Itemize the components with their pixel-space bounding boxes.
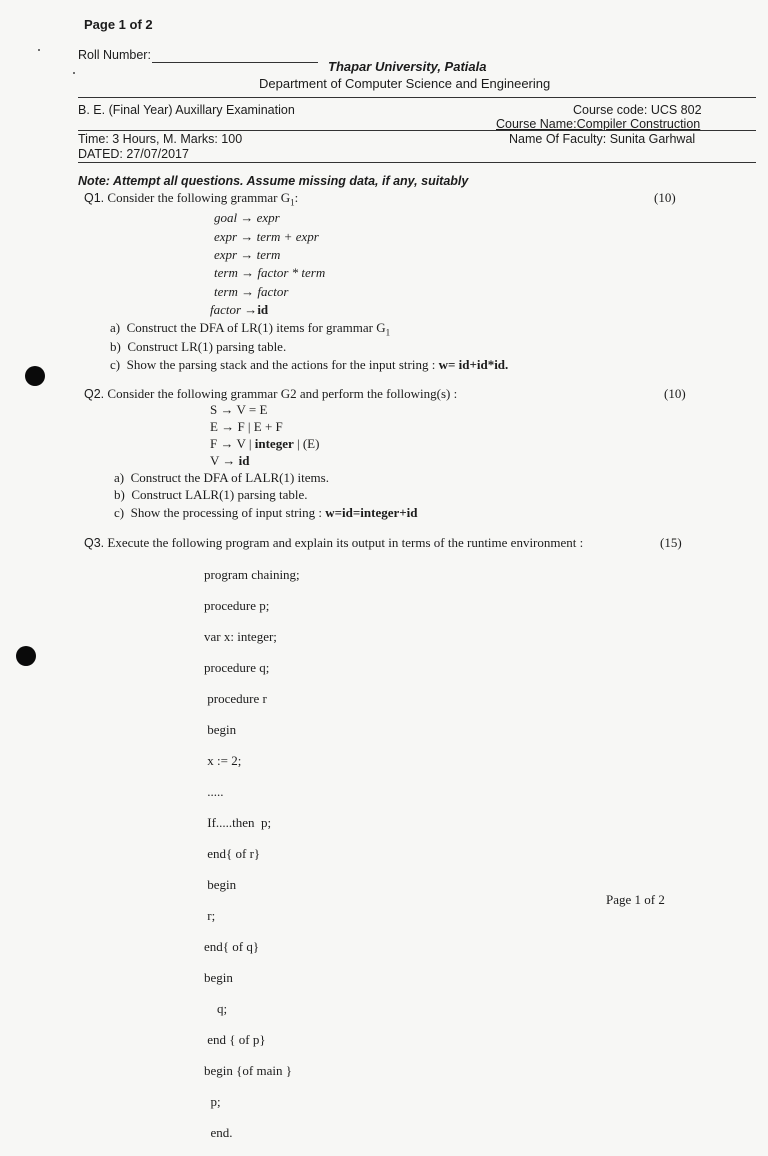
punch-hole-bottom bbox=[16, 646, 36, 666]
q1-subscript: 1 bbox=[290, 197, 295, 208]
q1-rule-6 bbox=[210, 302, 268, 318]
header-rule-1 bbox=[78, 97, 756, 98]
q1-part-a bbox=[110, 320, 390, 338]
department-name: Department of Computer Science and Engineering bbox=[259, 76, 551, 91]
q1-part-b-text: Construct LR(1) parsing table. bbox=[127, 339, 287, 354]
q1-part-c bbox=[110, 357, 508, 373]
q2-rule-4 bbox=[210, 453, 250, 469]
code-line: begin bbox=[204, 969, 233, 985]
code-line: r; bbox=[204, 907, 216, 923]
q1-rule-6-rhs: id bbox=[257, 302, 269, 317]
q1-number: Q1. bbox=[84, 191, 105, 205]
q1-part-a-text: Construct the DFA of LR(1) items for grammar G bbox=[126, 320, 386, 335]
code-line: q; bbox=[204, 1000, 228, 1016]
code-line: x := 2; bbox=[204, 752, 242, 768]
q2-marks: (10) bbox=[664, 386, 686, 401]
q2-rule-3-pre: F → V | bbox=[210, 436, 252, 451]
exam-title: B. E. (Final Year) Auxillary Examination bbox=[78, 103, 295, 117]
q2-part-b-text: Construct LALR(1) parsing table. bbox=[131, 487, 308, 502]
q1-rule-2: expr → term + expr bbox=[214, 229, 319, 244]
code-line: If.....then p; bbox=[204, 814, 272, 830]
q1-part-a-sub: 1 bbox=[385, 327, 391, 338]
q2-number: Q2. bbox=[84, 387, 105, 401]
punch-hole-top bbox=[25, 366, 45, 386]
course-code: Course code: UCS 802 bbox=[573, 103, 702, 117]
q2-part-c bbox=[114, 505, 418, 521]
code-line: program chaining; bbox=[204, 566, 300, 582]
code-line: end { of p} bbox=[204, 1031, 266, 1047]
code-line: begin {of main } bbox=[204, 1062, 292, 1078]
faculty-name: Name Of Faculty: Sunita Garhwal bbox=[509, 132, 696, 146]
page-number-top: Page 1 of 2 bbox=[84, 17, 153, 32]
header-rule-3 bbox=[78, 162, 756, 163]
q3-number: Q3. bbox=[84, 536, 105, 550]
code-line: procedure q; bbox=[204, 659, 270, 675]
q1-part-b-label: b) bbox=[110, 339, 121, 354]
note: Note: Attempt all questions. Assume missing data, if any, suitably bbox=[78, 174, 469, 188]
q2-part-c-text: Show the processing of input string : bbox=[130, 505, 322, 520]
q1-rule-5: term → factor bbox=[214, 284, 289, 299]
q3-text: Execute the following program and explain its output in terms of the runtime environment : bbox=[107, 535, 584, 550]
roll-number-label: Roll Number: bbox=[78, 48, 151, 62]
q1-marks: (10) bbox=[654, 190, 676, 205]
speck bbox=[73, 72, 75, 74]
code-line: procedure r bbox=[204, 690, 267, 706]
q1-rule-1: goal → expr bbox=[214, 210, 280, 225]
q2-rule-1: S → V = E bbox=[210, 402, 268, 417]
page-number-bottom: Page 1 of 2 bbox=[606, 892, 665, 907]
university-name: Thapar University, Patiala bbox=[328, 59, 487, 74]
q2-part-b-label: b) bbox=[114, 487, 125, 502]
q2-rule-3-bold: integer bbox=[254, 436, 294, 451]
time-marks: Time: 3 Hours, M. Marks: 100 bbox=[78, 132, 243, 146]
q1-part-c-input: w= id+id*id. bbox=[438, 357, 509, 372]
q1-question bbox=[84, 190, 298, 208]
q2-part-a bbox=[114, 470, 329, 486]
q2-question bbox=[84, 386, 457, 402]
code-line: begin bbox=[204, 876, 237, 892]
speck bbox=[38, 49, 40, 51]
course-name: Course Name:Compiler Construction bbox=[496, 117, 701, 131]
q1-part-a-label: a) bbox=[110, 320, 121, 335]
q2-part-c-label: c) bbox=[114, 505, 125, 520]
q2-rule-3-post: | (E) bbox=[297, 436, 320, 451]
q1-rule-4: term → factor * term bbox=[214, 265, 326, 280]
q2-part-a-text: Construct the DFA of LALR(1) items. bbox=[130, 470, 329, 485]
code-line: ..... bbox=[204, 783, 224, 799]
q2-rule-4-pre: V → bbox=[210, 453, 236, 468]
code-line: begin bbox=[204, 721, 237, 737]
code-line: var x: integer; bbox=[204, 628, 277, 644]
q2-rule-2: E → F | E + F bbox=[210, 419, 283, 434]
exam-date: DATED: 27/07/2017 bbox=[78, 147, 189, 161]
code-line: end{ of r} bbox=[204, 845, 261, 861]
q2-part-a-label: a) bbox=[114, 470, 125, 485]
code-line: end{ of q} bbox=[204, 938, 260, 954]
q2-rule-3 bbox=[210, 436, 319, 452]
q2-part-b bbox=[114, 487, 308, 503]
q2-part-c-input: w=id=integer+id bbox=[325, 505, 418, 520]
code-line: procedure p; bbox=[204, 597, 270, 613]
q1-part-c-text: Show the parsing stack and the actions for the input string : bbox=[126, 357, 436, 372]
q1-text: Consider the following grammar G bbox=[107, 190, 291, 205]
q1-rule-3: expr → term bbox=[214, 247, 281, 262]
q2-rule-4-bold: id bbox=[238, 453, 250, 468]
q1-rule-6-lhs: factor → bbox=[210, 302, 258, 317]
q3-question bbox=[84, 535, 583, 551]
q1-part-b bbox=[110, 339, 286, 355]
q3-marks: (15) bbox=[660, 535, 682, 550]
q1-colon: : bbox=[294, 190, 299, 205]
code-line: end. bbox=[204, 1124, 233, 1140]
roll-number-blank[interactable] bbox=[152, 62, 318, 63]
header-rule-2 bbox=[78, 130, 756, 131]
q3-program-code bbox=[204, 551, 300, 1156]
code-line: p; bbox=[204, 1093, 221, 1109]
q2-text: Consider the following grammar G2 and perform the following(s) : bbox=[107, 386, 458, 401]
q1-part-c-label: c) bbox=[110, 357, 121, 372]
